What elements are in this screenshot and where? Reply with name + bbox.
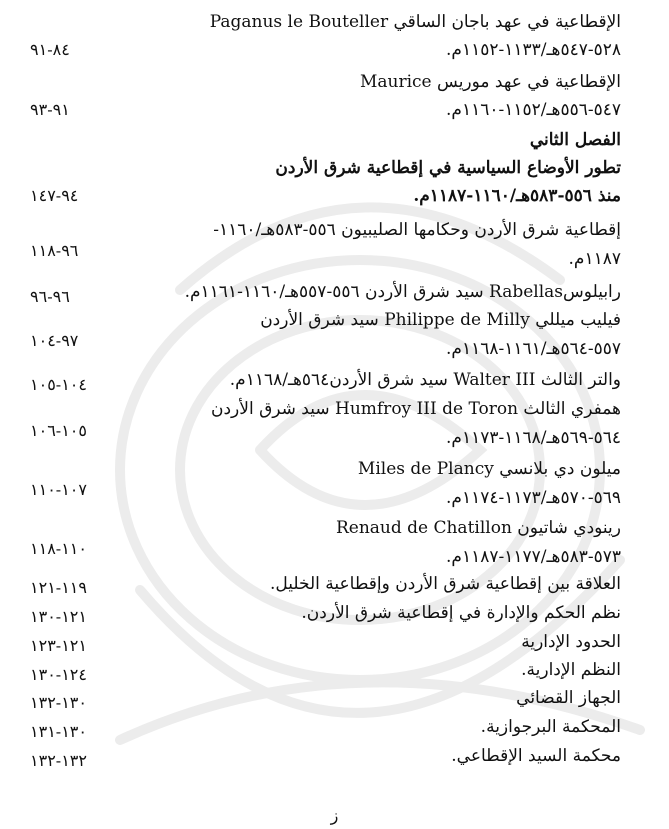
toc-page-range: ١١٠-١١٨ <box>30 539 87 558</box>
toc-page-range: ١٣٠-١٣١ <box>30 722 87 741</box>
toc-entry-line: ٥٥٧-٥٦٤هـ/١١٦١-١١٦٨م. <box>446 339 621 359</box>
toc-page-range: ١٠٧-١١٠ <box>30 480 87 499</box>
toc-page-range: ١٣٢-١٣٢ <box>30 751 87 770</box>
toc-page-range: ١٢١-١٣٠ <box>30 607 87 626</box>
toc-entry-line: الحدود الإدارية <box>521 632 621 652</box>
toc-entry-line: ٥٢٨-٥٤٧هـ/١١٣٣-١١٥٢م. <box>446 40 621 60</box>
toc-entry-line: محكمة السيد الإقطاعي. <box>451 746 621 766</box>
toc-entry-line: ميلون دي بلانسي Miles de Plancy <box>357 459 621 479</box>
toc-page-range: ٨٤-٩١ <box>30 40 70 59</box>
toc-entry-line: فيليب ميللي Philippe de Milly سيد شرق الأردن <box>260 310 621 330</box>
toc-entry-line: منذ ٥٥٦-٥٨٣هـ/١١٦٠-١١٨٧م. <box>413 186 621 206</box>
toc-entry-line: الإقطاعية في عهد باجان الساقي Paganus le Bouteller <box>209 12 621 32</box>
toc-page-range: ٩١-٩٣ <box>30 100 70 119</box>
toc-entry-line: ١١٨٧م. <box>568 249 621 269</box>
page-number-footer: ز <box>330 806 339 825</box>
toc-entry-line: تطور الأوضاع السياسية في إقطاعية شرق الأردن <box>275 158 621 178</box>
toc-entry-line: رابيلوسRabellas سيد شرق الأردن ٥٥٦-٥٥٧هـ/١١٦٠-١١٦١م. <box>184 282 621 302</box>
toc-entry-line: الجهاز القضائي <box>516 688 621 708</box>
toc-page-range: ٩٤-١٤٧ <box>30 186 79 205</box>
toc-page-range: ١١٩-١٢١ <box>30 578 87 597</box>
toc-page-range: ١٣٠-١٣٢ <box>30 693 87 712</box>
toc-entry-line: الإقطاعية في عهد موريس Maurice <box>359 72 621 92</box>
toc-entry-line: ٥٦٩-٥٧٠هـ/١١٧٣-١١٧٤م. <box>446 488 621 508</box>
toc-entry-line: والتر الثالث Walter III سيد شرق الأردن٥٦٤هـ/١١٦٨م. <box>229 370 621 390</box>
toc-page-range: ١٢٤-١٣٠ <box>30 665 87 684</box>
toc-page-range: ٩٧-١٠٤ <box>30 331 79 350</box>
toc-entry-line: العلاقة بين إقطاعية شرق الأردن وإقطاعية الخليل. <box>269 574 621 594</box>
toc-page-range: ٩٦-١١٨ <box>30 241 79 260</box>
toc-entry-line: همفري الثالث Humfroy III de Toron سيد شرق الأردن <box>210 399 621 419</box>
toc-entry-line: نظم الحكم والإدارة في إقطاعية شرق الأردن. <box>301 603 621 623</box>
toc-page-range: ١٠٥-١٠٦ <box>30 421 87 440</box>
toc-entry-line: المحكمة البرجوازية. <box>480 717 621 737</box>
toc-entry-line: ٥٧٣-٥٨٣هـ/١١٧٧-١١٨٧م. <box>446 547 621 567</box>
toc-page-range: ١٢١-١٢٣ <box>30 636 87 655</box>
toc-entry-line: رينودي شاتيون Renaud de Chatillon <box>335 518 621 538</box>
toc-entry-line: ٥٦٤-٥٦٩هـ/١١٦٨-١١٧٣م. <box>446 428 621 448</box>
toc-page-range: ٩٦-٩٦ <box>30 287 70 306</box>
toc-entry-line: إقطاعية شرق الأردن وحكامها الصليبيون ٥٥٦-٥٨٣هـ/١١٦٠- <box>213 220 621 240</box>
toc-page-range: ١٠٤-١٠٥ <box>30 375 87 394</box>
toc-entry-line: الفصل الثاني <box>529 130 621 150</box>
toc-entry-line: ٥٤٧-٥٥٦هـ/١١٥٢-١١٦٠م. <box>446 100 621 120</box>
toc-entry-line: النظم الإدارية. <box>521 660 621 680</box>
